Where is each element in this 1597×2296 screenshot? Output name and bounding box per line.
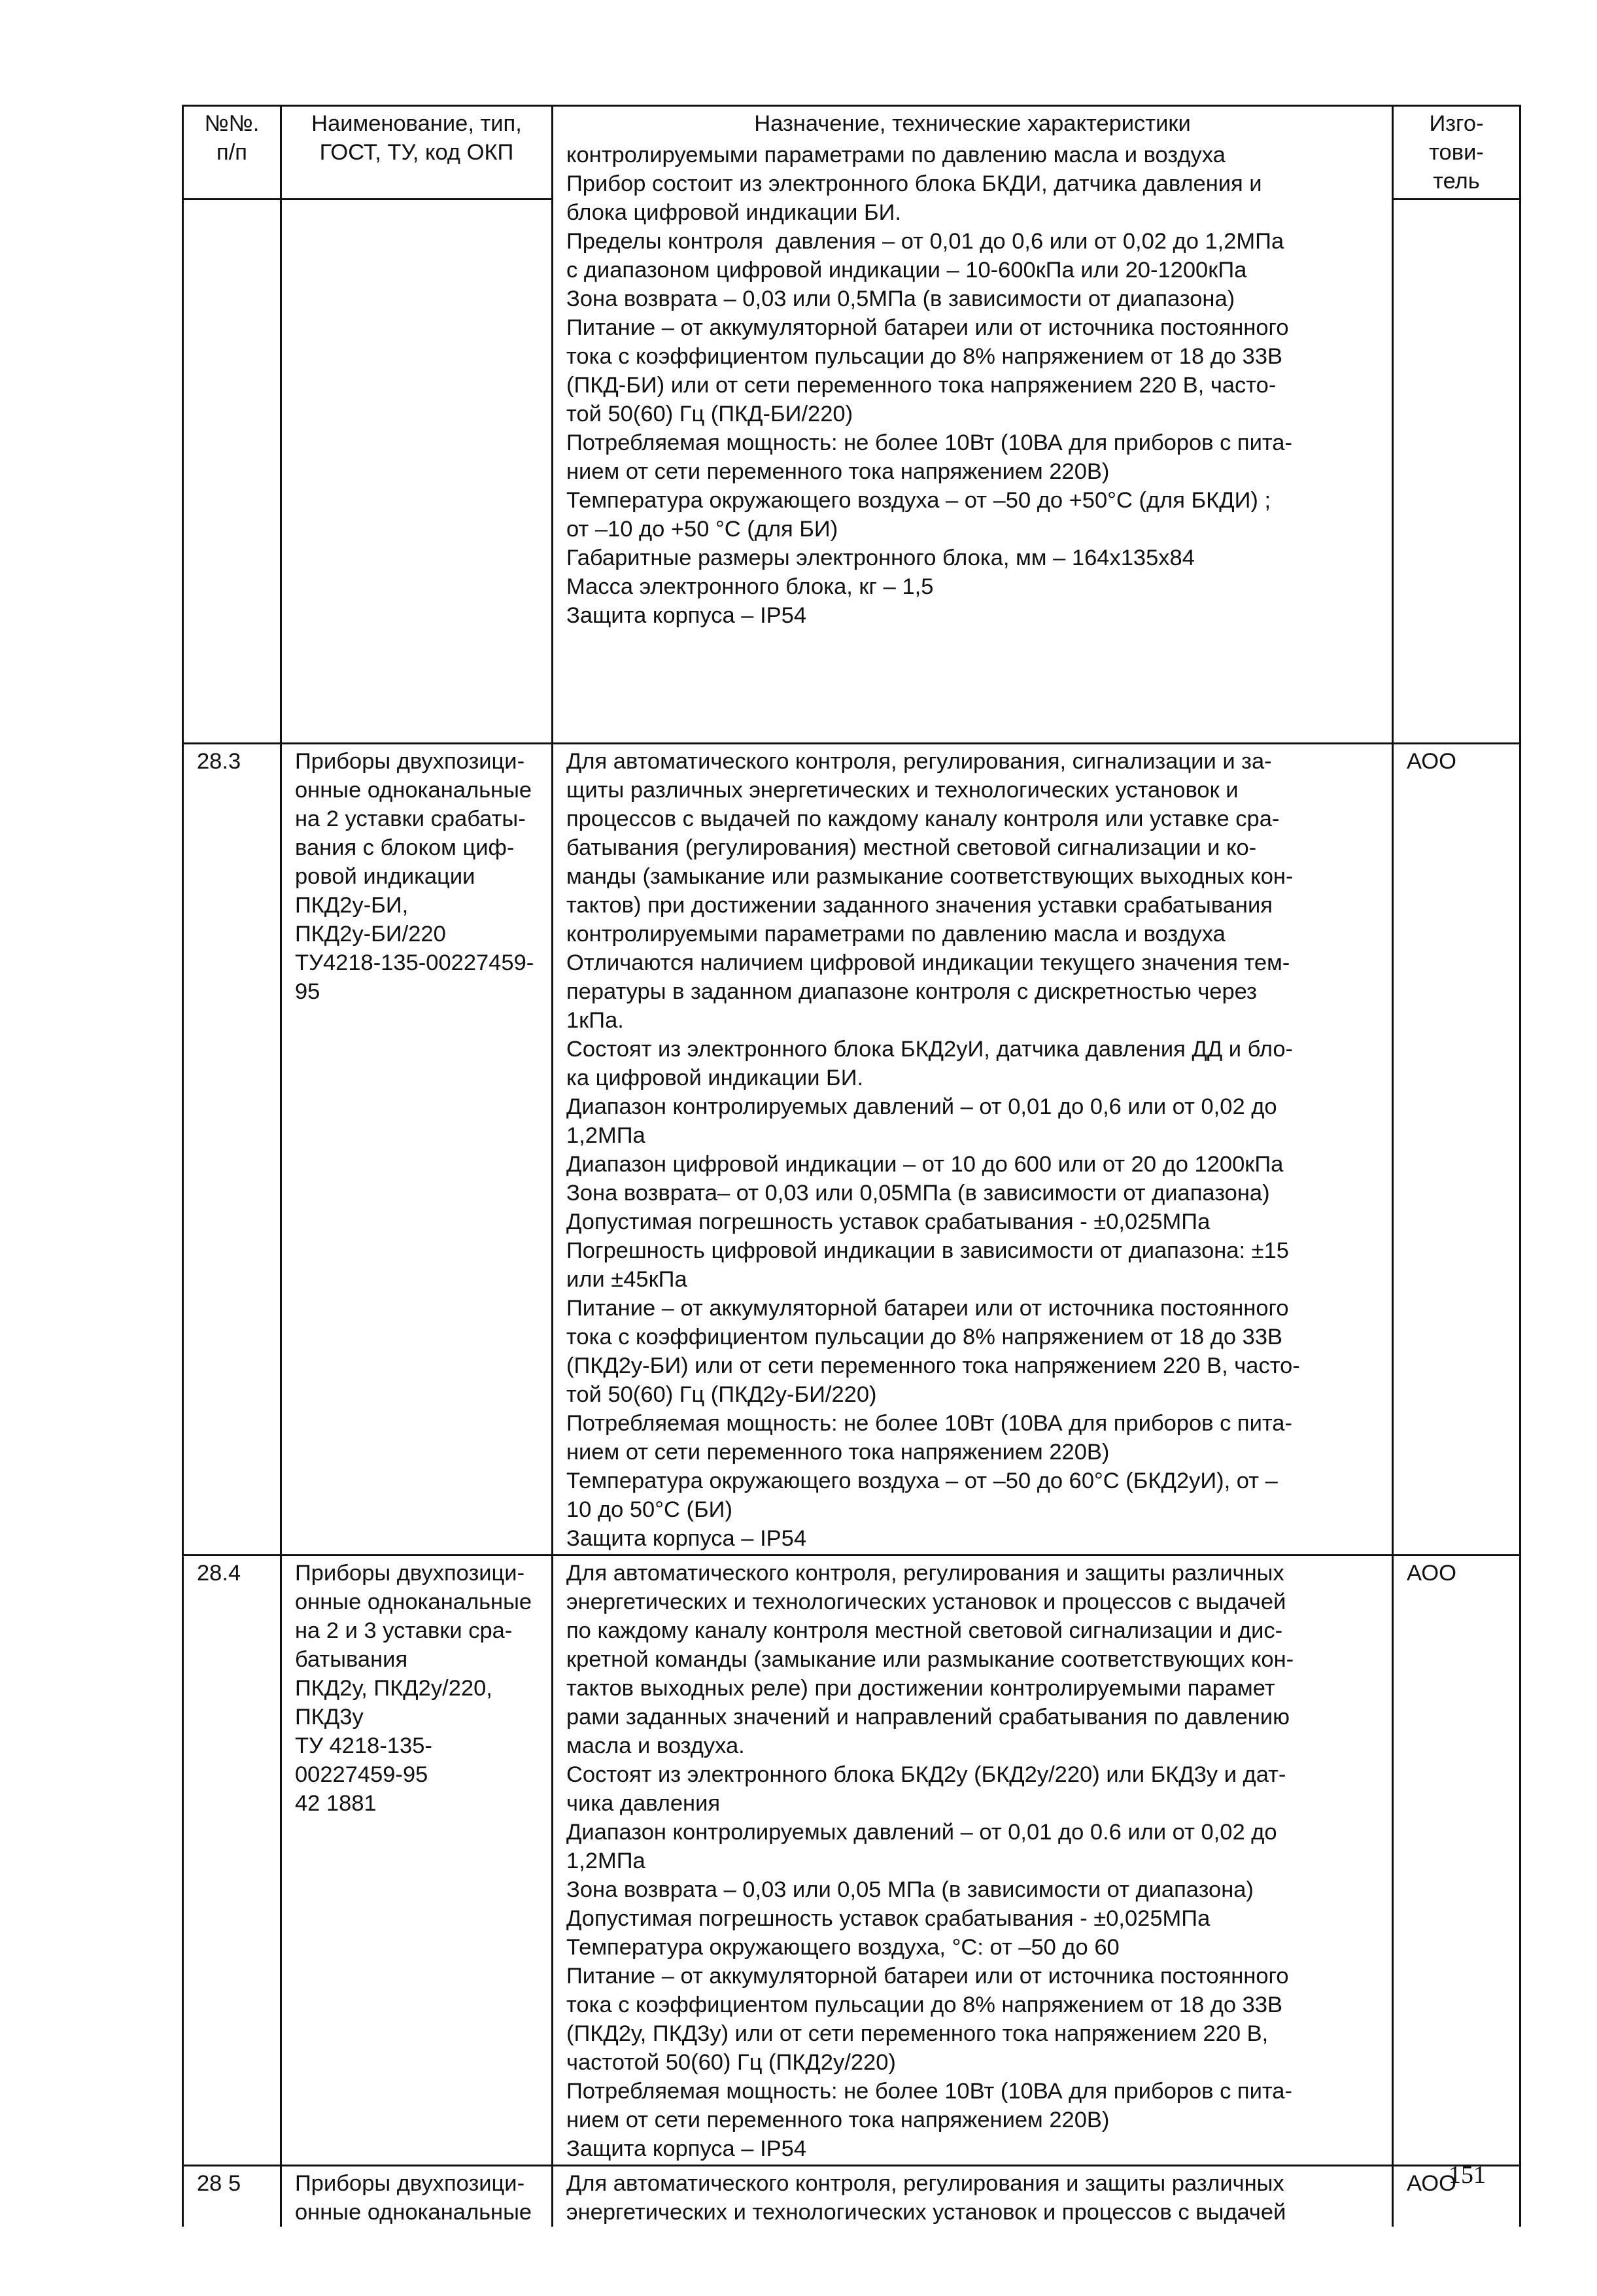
row-name: Приборы двухпозици- онные одноканальные на 2 уставки срабаты- вания с блоком циф- ровой индикации ПКД2у-БИ, ПКД2у-БИ/220 ТУ4218-135-00227459- 95: [281, 744, 553, 1556]
table-row: [183, 1556, 1520, 2166]
row-maker: АОО: [1393, 744, 1520, 1556]
row-name: Приборы двухпозици- онные одноканальные: [281, 2166, 553, 2227]
row-purpose: Для автоматического контроля, регулирования, сигнализации и за- щиты различных энергетических и технологических установок и процессов с выдачей по каждому каналу контроля или уставке сра- батывания (регулирования) местной световой сигнализации и ко- манды (замыкание или размыкание соответствующих выходных кон- тактов) при достижении заданного значения уставки срабатывания контролируемыми параметрами по давлению масла и воздуха Отличаются наличием цифровой индикации текущего значения тем- пературы в заданном диапазоне контроля с дискретностью через 1кПа. Состоят из электронного блока БКД2уИ, датчика давления ДД и бло- ка цифровой индикации БИ. Диапазон контролируемых давлений – от 0,01 до 0,6 или от 0,02 до 1,2МПа Диапазон цифровой индикации – от 10 до 600 или от 20 до 1200кПа Зона возврата– от 0,03 или 0,05МПа (в зависимости от диапазона) Допустимая погрешность уставок срабатывания - ±0,025МПа Погрешность цифровой индикации в зависимости от диапазона: ±15 или ±45кПа Питание – от аккумуляторной батареи или от источника постоянного тока с коэффициентом пульсации до 8% напряжением от 18 до 33В (ПКД2у-БИ) или от сети переменного тока напряжением 220 В, часто- той 50(60) Гц (ПКД2у-БИ/220) Потребляемая мощность: не более 10Вт (10ВА для приборов с пита- нием от сети переменного тока напряжением 220В) Температура окружающего воздуха – от –50 до 60°С (БКД2уИ), от – 10 до 50°С (БИ) Защита корпуса – IP54: [553, 744, 1393, 1556]
row-number: 28 5: [183, 2166, 281, 2227]
table-row: [183, 744, 1520, 1556]
page-number: 151: [1449, 2161, 1486, 2189]
table-header-row: [183, 106, 1520, 200]
continued-row-maker: [1393, 200, 1520, 744]
specification-table: [182, 105, 1521, 2227]
table-row: [183, 2166, 1520, 2227]
row-maker: АОО: [1393, 1556, 1520, 2166]
continued-row-name: [281, 200, 553, 744]
header-maker: Изго- тови- тель: [1393, 106, 1520, 200]
row-purpose: Для автоматического контроля, регулирования и защиты различных энергетических и технологических установок и процессов с выдачей по каждому каналу контроля местной световой сигнализации и дис- кретной команды (замыкание или размыкание соответствующих кон- тактов выходных реле) при достижении контролируемыми парамет рами заданных значений и направлений срабатывания по давлению масла и воздуха. Состоят из электронного блока БКД2у (БКД2у/220) или БКД3у и дат- чика давления Диапазон контролируемых давлений – от 0,01 до 0.6 или от 0,02 до 1,2МПа Зона возврата – 0,03 или 0,05 МПа (в зависимости от диапазона) Допустимая погрешность уставок срабатывания - ±0,025МПа Температура окружающего воздуха, °С: от –50 до 60 Питание – от аккумуляторной батареи или от источника постоянного тока с коэффициентом пульсации до 8% напряжением от 18 до 33В (ПКД2у, ПКД3у) или от сети переменного тока напряжением 220 В, частотой 50(60) Гц (ПКД2у/220) Потребляемая мощность: не более 10Вт (10ВА для приборов с пита- нием от сети переменного тока напряжением 220В) Защита корпуса – IP54: [553, 1556, 1393, 2166]
row-number: 28.3: [183, 744, 281, 1556]
row-purpose: Для автоматического контроля, регулирования и защиты различных энергетических и технологических установок и процессов с выдачей: [553, 2166, 1393, 2227]
row-number: 28.4: [183, 1556, 281, 2166]
header-number: №№. п/п: [183, 106, 281, 200]
row-maker: АОО: [1393, 2166, 1520, 2227]
header-name: Наименование, тип, ГОСТ, ТУ, код ОКП: [281, 106, 553, 200]
continued-purpose-text: контролируемыми параметрами по давлению масла и воздуха Прибор состоит из электронного блока БКДИ, датчика давления и блока цифровой индикации БИ. Пределы контроля давления – от 0,01 до 0,6 или от 0,02 до 1,2МПа с диапазоном цифровой индикации – 10-600кПа или 20-1200кПа Зона возврата – 0,03 или 0,5МПа (в зависимости от диапазона) Питание – от аккумуляторной батареи или от источника постоянного тока с коэффициентом пульсации до 8% напряжением от 18 до 33В (ПКД-БИ) или от сети переменного тока напряжением 220 В, часто- той 50(60) Гц (ПКД-БИ/220) Потребляемая мощность: не более 10Вт (10ВА для приборов с пита- нием от сети переменного тока напряжением 220В) Температура окружающего воздуха – от –50 до +50°С (для БКДИ) ; от –10 до +50 °С (для БИ) Габаритные размеры электронного блока, мм – 164x135x84 Масса электронного блока, кг – 1,5 Защита корпуса – IP54: [566, 143, 1292, 628]
row-name: Приборы двухпозици- онные одноканальные на 2 и 3 уставки сра- батывания ПКД2у, ПКД2у/220, ПКД3у ТУ 4218-135- 00227459-95 42 1881: [281, 1556, 553, 2166]
header-purpose: Назначение, технические характеристики контролируемыми параметрами по давлению масла и воздуха Прибор состоит из электронного блока БКДИ, датчика давления и блока цифровой индикации БИ. Пределы контроля давления – от 0,01 до 0,6 или от 0,02 до 1,2МПа с диапазоном цифровой индикации – 10-600кПа или 20-1200кПа Зона возврата – 0,03 или 0,5МПа (в зависимости от диапазона) Питание – от аккумуляторной батареи или от источника постоянного тока с коэффициентом пульсации до 8% напряжением от 18 до 33В (ПКД-БИ) или от сети переменного тока напряжением 220 В, часто- той 50(60) Гц (ПКД-БИ/220) Потребляемая мощность: не более 10Вт (10ВА для приборов с пита- нием от сети переменного тока напряжением 220В) Температура окружающего воздуха – от –50 до +50°С (для БКДИ) ; от –10 до +50 °С (для БИ) Габаритные размеры электронного блока, мм – 164x135x84 Масса электронного блока, кг – 1,5 Защита корпуса – IP54: [553, 106, 1393, 744]
continued-row-num: [183, 200, 281, 744]
